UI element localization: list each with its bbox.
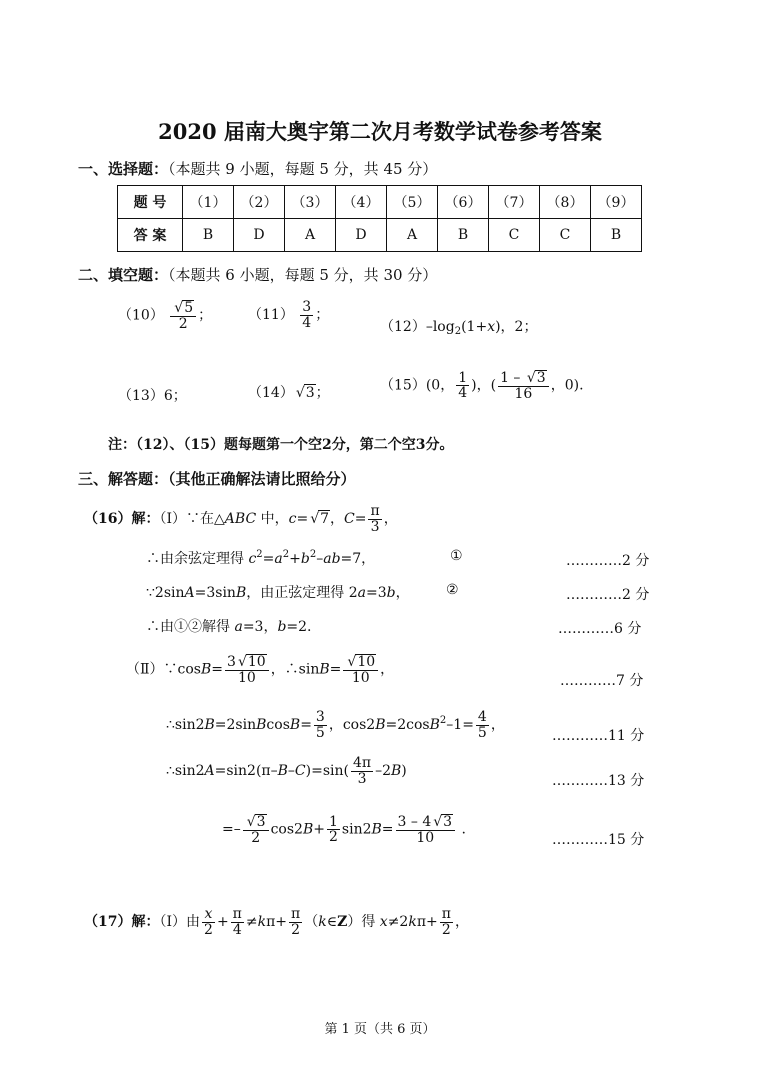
table-row <box>118 186 642 219</box>
table-cell: （3） <box>285 186 336 219</box>
table-cell: （4） <box>336 186 387 219</box>
q16-line1: （16）解：（Ⅰ）∵在△ABC 中，c=√ 7，C= $\frac{\pi}{3}$ ， <box>84 504 398 534</box>
table-cell: （2） <box>234 186 285 219</box>
equation-mark-1: ① <box>450 548 463 564</box>
score-5: …………11 分 <box>552 728 645 744</box>
fill-q13: （13）6； <box>118 388 187 404</box>
q16-part2-line3: ∴sin2A=sin2(π–B–C)=sin( $\frac{4\pi}{3}$ –2B) <box>166 755 407 787</box>
q16-line2: ∴由余弦定理得 $c^2=a^2+b^2-ab=7$， <box>146 549 376 567</box>
q17-line1: （17）解：（Ⅰ）由 $\frac{x}{2}$ + $\frac{\pi}{4}$ ≠kπ+ $\frac{\pi}{2}$ （k∈Z）得 x≠2kπ+ $\frac{\pi}{2}$ ， <box>84 906 469 938</box>
fill-q15: （15）(0， $\frac{1}{4}$ )，( $\frac{1 - √ 3}{16}$ ，0). <box>380 370 584 401</box>
q16-line4: ∴由①②解得 a=3，b=2. <box>146 619 312 635</box>
q11-label: （11） <box>248 307 294 324</box>
section-2-label: 二、填空题： <box>78 266 169 284</box>
fill-q14: （14）√ 3； <box>248 382 330 402</box>
row-label-answer: 答 案 <box>118 219 183 252</box>
q16-part2-line2: ∴sin2B=2sinBcosB= $\frac{3}{5}$ ，cos2B=2cosB$^2$–1= $\frac{4}{5}$ ， <box>166 709 505 741</box>
row-label-number: 题 号 <box>118 186 183 219</box>
section-1-label: 一、选择题： <box>78 160 169 178</box>
section-2-note: （本题共 6 小题，每题 5 分，共 30 分） <box>168 266 438 284</box>
table-cell: （9） <box>591 186 642 219</box>
table-cell: （5） <box>387 186 438 219</box>
page-title: 2020 届南大奥宇第二次月考数学试卷参考答案 <box>158 119 602 144</box>
equation-mark-2: ② <box>446 582 459 598</box>
table-cell: （7） <box>489 186 540 219</box>
score-3: …………6 分 <box>558 621 642 637</box>
q16-part2-line1: （Ⅱ）∵cosB= $\frac{3√ 10}{10}$ ，∴sinB= √ $\frac{10}{10}$ ， <box>126 654 394 685</box>
table-cell: B <box>183 219 234 252</box>
page-footer: 第 1 页（共 6 页） <box>324 1022 436 1037</box>
section-1-heading <box>78 158 437 179</box>
section-2-heading <box>78 264 437 285</box>
table-cell: （1） <box>183 186 234 219</box>
score-6: …………13 分 <box>552 773 645 789</box>
q16-line4-text: ∴由①②解得 <box>146 619 230 635</box>
fill-q11: （11） $\frac{3}{4}$ ； <box>248 299 330 331</box>
table-cell: （6） <box>438 186 489 219</box>
table-cell: A <box>285 219 336 252</box>
q16-line2-text: ∴由余弦定理得 <box>146 551 244 567</box>
table-cell: C <box>489 219 540 252</box>
fill-q10: （10） √ $\frac{5}{2}$ ； <box>118 300 212 331</box>
score-2: …………2 分 <box>566 587 650 603</box>
q17-label: （17）解： <box>84 914 160 931</box>
q12-label: （12） <box>380 319 426 335</box>
fill-q12: $(12)-\log_2(1+x)$，2； <box>380 319 538 337</box>
q16-label: （16）解： <box>84 511 160 528</box>
section-3-heading: 三、解答题：（其他正确解法请比照给分） <box>78 470 356 488</box>
q14-label: （14） <box>248 385 294 401</box>
table-cell: B <box>591 219 642 252</box>
table-cell: B <box>438 219 489 252</box>
table-cell: D <box>234 219 285 252</box>
q10-label: （10） <box>118 307 164 324</box>
table-cell: A <box>387 219 438 252</box>
answer-table <box>117 185 642 252</box>
table-row <box>118 219 642 252</box>
fill-note: 注：（12）、（15）题每题第一个空2分，第二个空3分。 <box>108 437 454 453</box>
score-7: …………15 分 <box>552 832 645 848</box>
score-1: …………2 分 <box>566 553 650 569</box>
table-cell: C <box>540 219 591 252</box>
q15-label: （15） <box>380 377 426 394</box>
score-4: …………7 分 <box>560 673 644 689</box>
table-cell: D <box>336 219 387 252</box>
q16-line3: ∵2sinA=3sinB，由正弦定理得 2a=3b， <box>146 585 410 601</box>
section-1-note: （本题共 9 小题，每题 5 分，共 45 分） <box>168 160 438 178</box>
q16-part2-line4: =– √ $\frac{3}{2}$ cos2B+ $\frac{1}{2}$ sin2B= $\frac{3 - 4√ 3}{10}$ . <box>222 814 466 845</box>
table-cell: （8） <box>540 186 591 219</box>
